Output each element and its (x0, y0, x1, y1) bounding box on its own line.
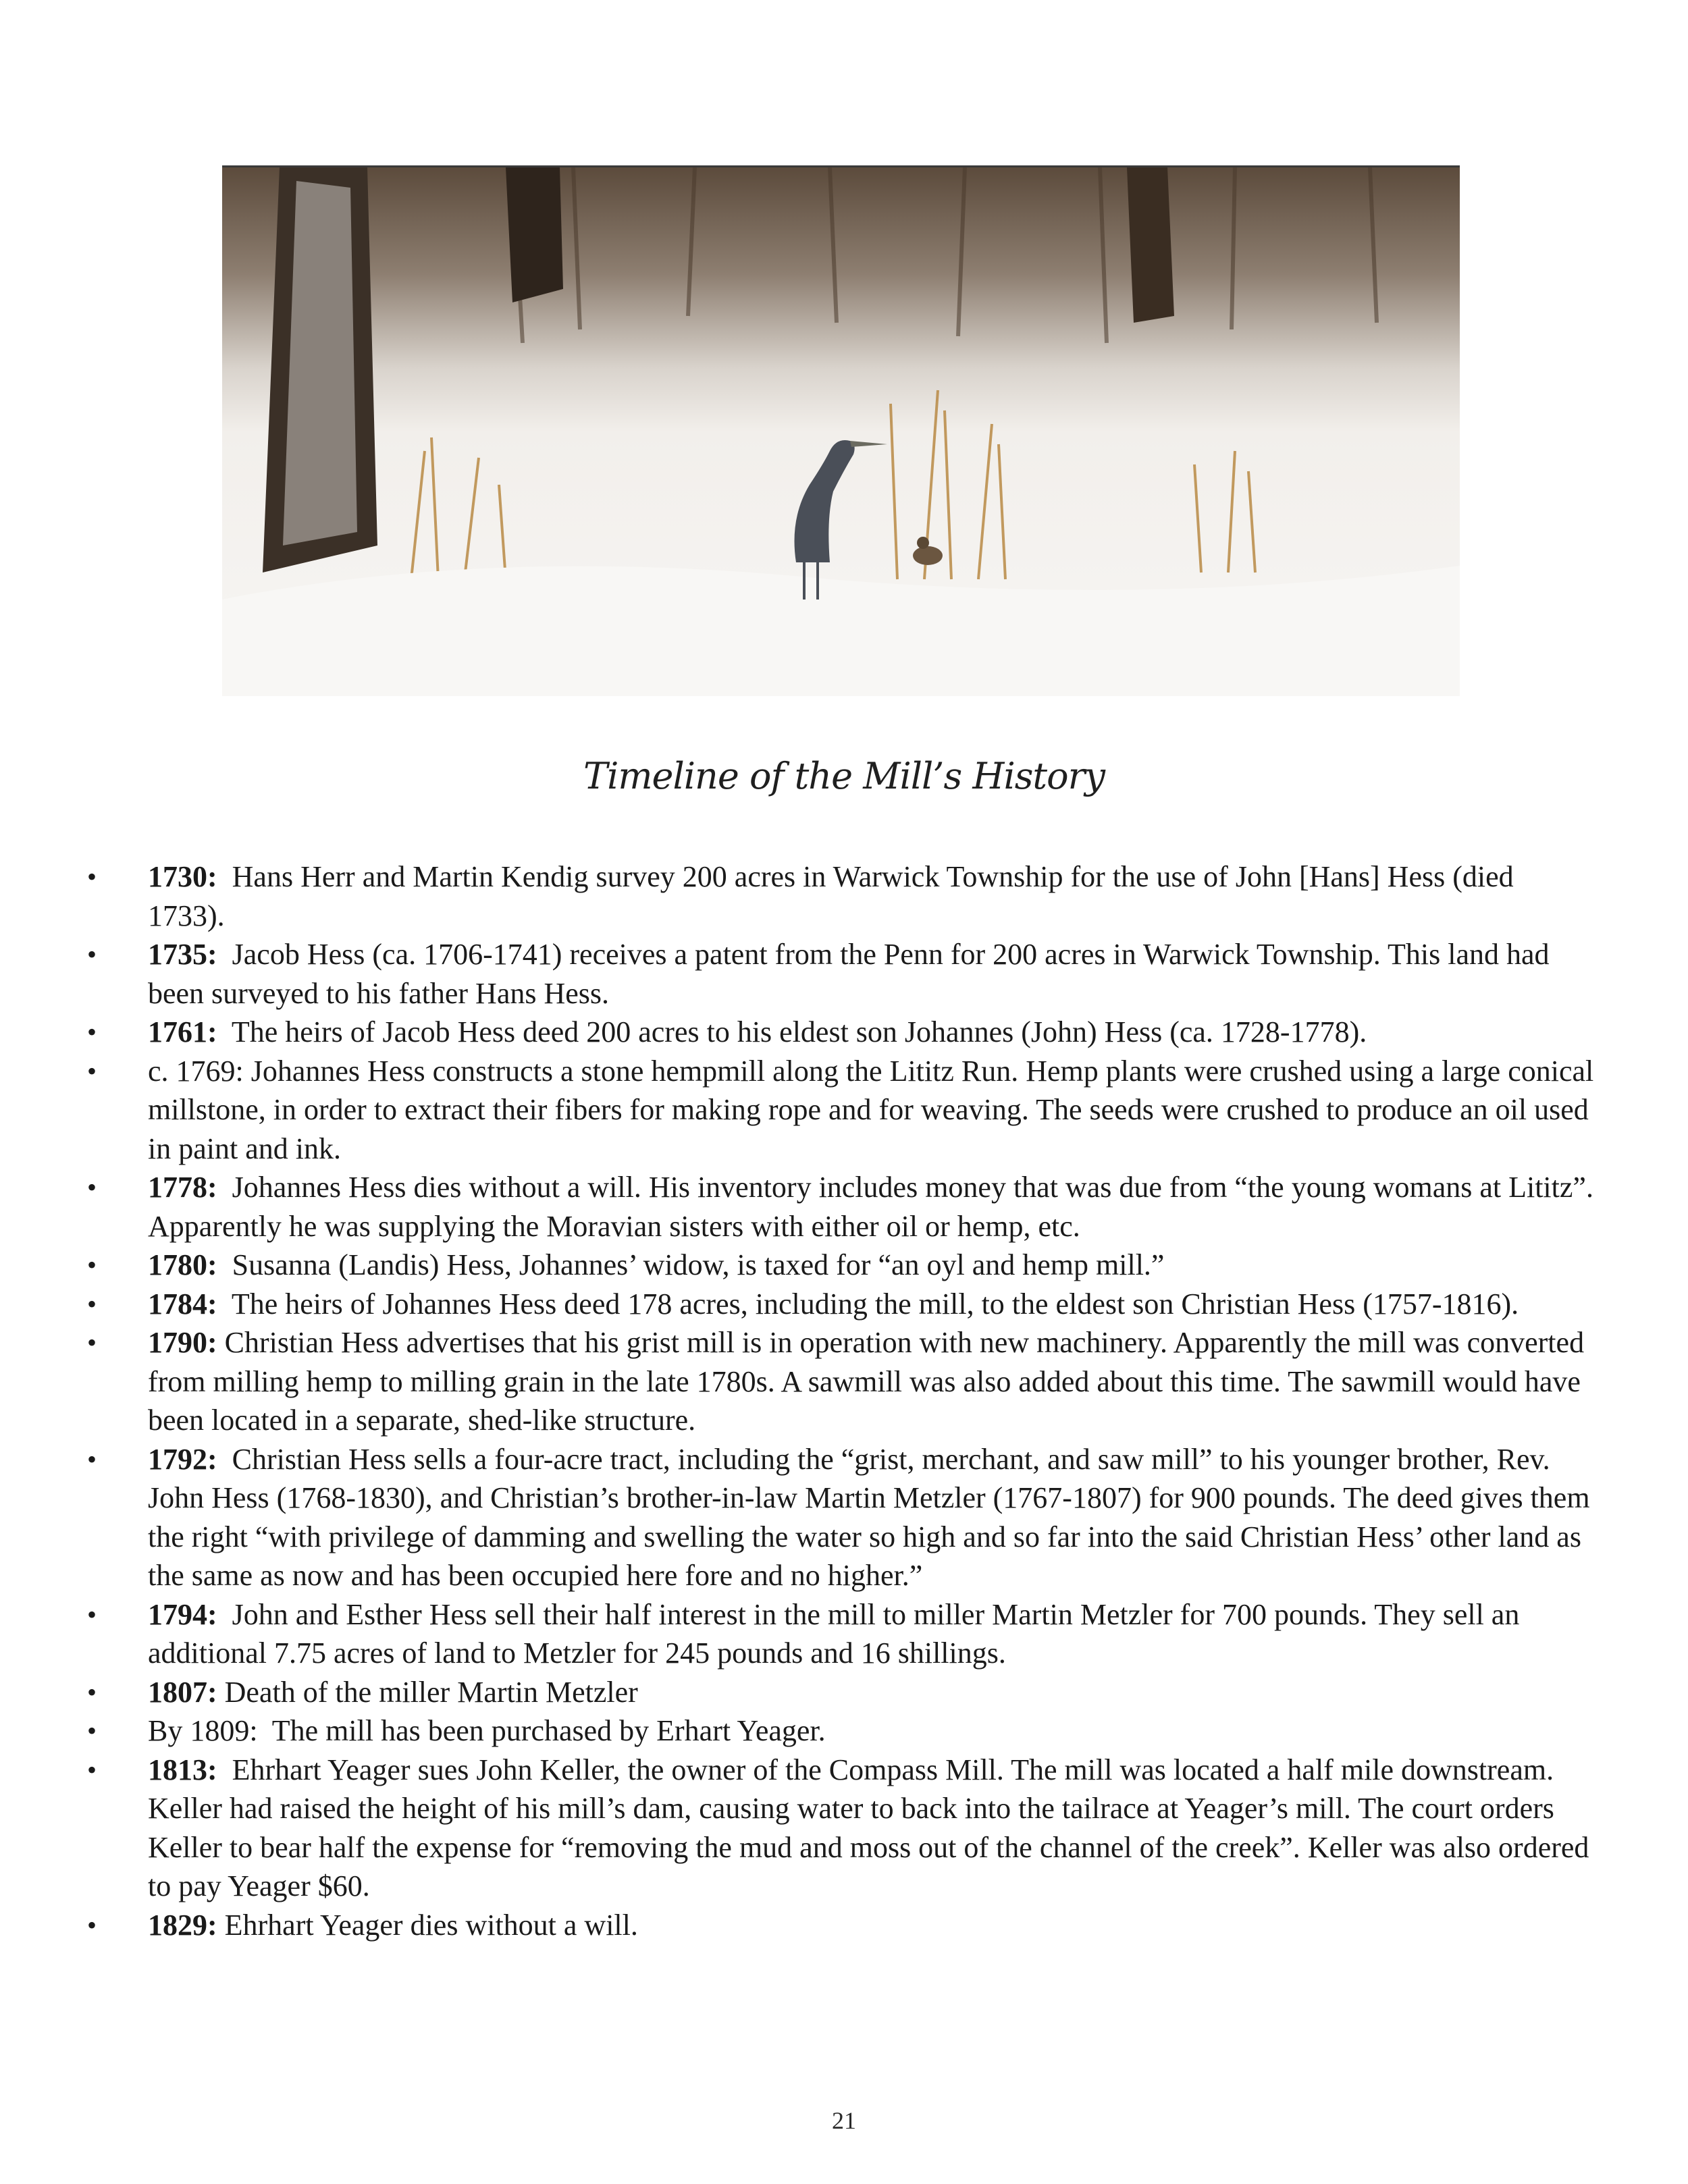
timeline-text: Hans Herr and Martin Kendig survey 200 acres in Warwick Township for the use of John [Hans] Hess (died 1733). (148, 860, 1521, 932)
winter-heron-photo (222, 165, 1460, 696)
timeline-year: 1790: (148, 1326, 217, 1359)
timeline-text: Ehrhart Yeager sues John Keller, the owner of the Compass Mill. The mill was located a half mile downstream. Keller had raised the height of his mill’s dam, causing water to back into the tailrace at Yeager’s mill. The court orders Keller to bear half the expense for “removing the mud and moss out of the channel of the creek”. Keller was also ordered to pay Yeager $60. (148, 1753, 1597, 1902)
timeline-entry (79, 1440, 1598, 1595)
photo-illustration (222, 167, 1460, 696)
timeline-entry (79, 1013, 1595, 1052)
bullet-icon: • (87, 1055, 97, 1086)
bullet-icon: • (87, 1172, 97, 1202)
timeline-year: 1829: (148, 1908, 217, 1942)
timeline-entry (79, 1168, 1600, 1246)
timeline-entry (79, 1285, 1595, 1324)
bullet-icon: • (87, 1676, 97, 1707)
timeline-entry (79, 1323, 1595, 1440)
timeline-entry (79, 857, 1595, 935)
timeline-year: 1761: (148, 1015, 217, 1048)
timeline-text: Jacob Hess (ca. 1706-1741) receives a patent from the Penn for 200 acres in Warwick Township. This land had been surveyed to his father Hans Hess. (148, 938, 1557, 1010)
timeline-entry (79, 1906, 1595, 1945)
timeline-text: The heirs of Johannes Hess deed 178 acres, including the mill, to the eldest son Christian Hess (1757-1816). (217, 1287, 1519, 1321)
timeline-text: Ehrhart Yeager dies without a will. (217, 1908, 638, 1942)
timeline-list (79, 857, 1602, 1944)
timeline-entry (79, 935, 1595, 1013)
bullet-icon: • (87, 939, 97, 969)
timeline-entry (79, 1673, 1595, 1712)
bullet-icon: • (87, 1909, 97, 1940)
timeline-year: 1794: (148, 1597, 217, 1631)
timeline-entry (79, 1595, 1595, 1673)
timeline-year: 1730: (148, 860, 217, 893)
timeline-text: The heirs of Jacob Hess deed 200 acres to his eldest son Johannes (John) Hess (ca. 1728-1778). (217, 1015, 1367, 1048)
timeline-year: 1792: (148, 1442, 217, 1476)
timeline-text: Johannes Hess dies without a will. His inventory includes money that was due from “the young womans at Lititz”. Apparently he was supplying the Moravian sisters with either oil or hemp, etc. (148, 1171, 1600, 1243)
timeline-text: Susanna (Landis) Hess, Johannes’ widow, is taxed for “an oyl and hemp mill.” (217, 1248, 1165, 1281)
timeline-text: Christian Hess advertises that his grist mill is in operation with new machinery. Apparently the mill was converted from milling hemp to milling grain in the late 1780s. A sawmill was also added about this time. The sawmill would have been located in a separate, shed-like structure. (148, 1326, 1592, 1437)
timeline-year: 1778: (148, 1171, 217, 1204)
timeline-text: Death of the miller Martin Metzler (217, 1675, 638, 1709)
timeline-text: By 1809: The mill has been purchased by Erhart Yeager. (148, 1714, 826, 1747)
timeline-entry (79, 1246, 1595, 1285)
timeline-year: 1735: (148, 938, 217, 971)
timeline-text: Christian Hess sells a four-acre tract, including the “grist, merchant, and saw mill” to his younger brother, Rev. John Hess (1768-1830), and Christian’s brother-in-law Martin Metzler (1767-1807) for 900 pounds. The deed gives them the right “with privilege of damming and swelling the water so high and so far into the said Christian Hess’ other land as the same as now and has been occupied here fore and no higher.” (148, 1442, 1598, 1592)
timeline-entry (79, 1751, 1595, 1906)
bullet-icon: • (87, 1754, 97, 1785)
timeline-entry (79, 1711, 1595, 1751)
bullet-icon: • (87, 1288, 97, 1319)
timeline-entry (79, 1052, 1602, 1169)
page-number: 21 (832, 2107, 856, 2134)
timeline-text: c. 1769: Johannes Hess constructs a stone hempmill along the Lititz Run. Hemp plants were crushed using a large conical millstone, in order to extract their fibers for making rope and for weaving. The seeds were crushed to produce an oil used in paint and ink. (148, 1054, 1602, 1165)
timeline-year: 1784: (148, 1287, 217, 1321)
bullet-icon: • (87, 1599, 97, 1630)
bullet-icon: • (87, 1443, 97, 1474)
timeline-year: 1813: (148, 1753, 217, 1786)
timeline-year: 1807: (148, 1675, 217, 1709)
bullet-icon: • (87, 1715, 97, 1746)
timeline-year: 1780: (148, 1248, 217, 1281)
bullet-icon: • (87, 1327, 97, 1358)
page-title: Timeline of the Mill’s History (583, 755, 1105, 797)
bullet-icon: • (87, 1017, 97, 1047)
timeline-text: John and Esther Hess sell their half interest in the mill to miller Martin Metzler for 700 pounds. They sell an additional 7.75 acres of land to Metzler for 245 pounds and 16 shillings. (148, 1597, 1527, 1670)
bullet-icon: • (87, 861, 97, 892)
bullet-icon: • (87, 1250, 97, 1280)
